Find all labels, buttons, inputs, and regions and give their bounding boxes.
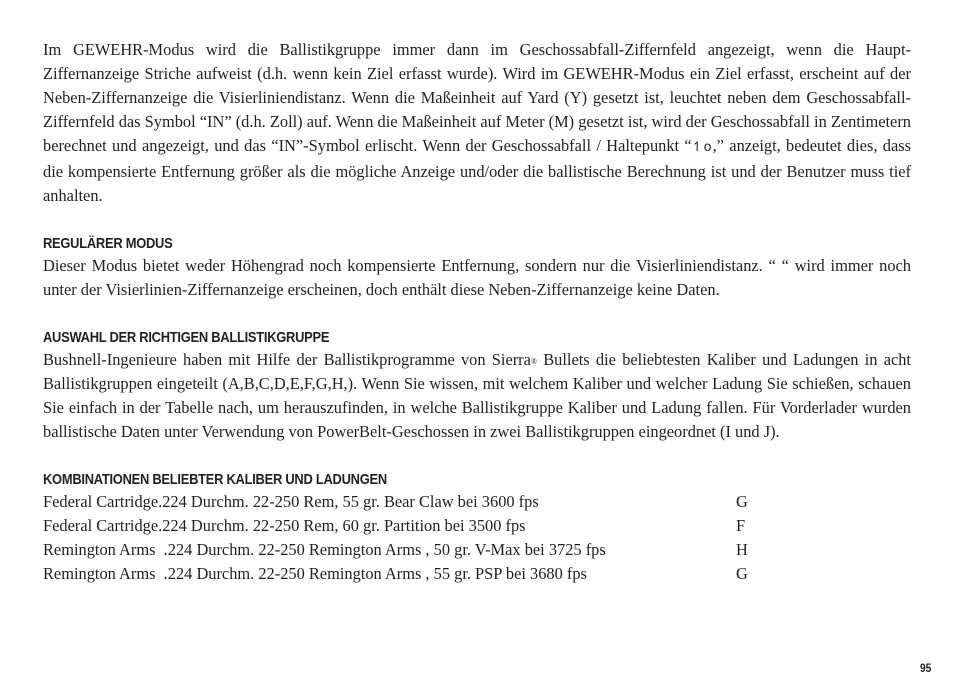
registered-mark: ®	[530, 357, 537, 366]
row-ballistic-group: G	[736, 564, 748, 583]
row-description: Remington Arms .224 Durchm. 22-250 Remington Arms , 50 gr. V-Max bei 3725 fps	[43, 540, 606, 559]
selection-text-part2: Bullets die beliebtesten Kaliber und Ladungen in acht Ballistikgruppen eingeteilt (A,B,C,D,E,F,G,H,). Wenn Sie wissen, mit welchem Kaliber und welcher Ladung Sie schießen, schauen Sie einfach in der Tabelle nach, um herauszufinden, in welche Ballistikgruppe Kaliber und Ladung fallen. Für Vorderlader wurden ballistische Daten unter Verwendung von PowerBelt-Geschossen in zwei Ballistikgruppen eingeordnet (I und J).	[43, 350, 911, 441]
combinations-heading: KOMBINATIONEN BELIEBTER KALIBER UND LADUNGEN	[43, 471, 387, 488]
selection-text-part1: Bushnell-Ingenieure haben mit Hilfe der Ballistikprogramme von Sierra	[43, 350, 531, 369]
intro-text-part2: ,” anzeigt, bedeutet dies, dass die kompensierte Entfernung größer als die mögliche Anzeige und/oder die ballistische Berechnung ist und der Benutzer muss tief anhalten.	[43, 136, 911, 205]
row-description: Federal Cartridge.224 Durchm. 22-250 Rem, 55 gr. Bear Claw bei 3600 fps	[43, 492, 539, 511]
table-row	[43, 538, 911, 562]
intro-text-part1: Im GEWEHR-Modus wird die Ballistikgruppe immer dann im Geschossabfall-Ziffernfeld angezeigt, wenn die Haupt-Ziffernanzeige Striche aufweist (d.h. wenn kein Ziel erfasst wurde). Wird im GEWEHR-Modus ein Ziel erfasst, erscheint auf der Neben-Ziffernanzeige die Visierliniendistanz. Wenn die Maßeinheit auf Yard (Y) gesetzt ist, leuchtet neben dem Geschossabfall-Ziffernfeld das Symbol “IN” (d.h. Zoll) auf. Wenn die Maßeinheit auf Meter (M) gesetzt ist, wird der Geschossabfall in Zentimetern berechnet und angezeigt, und das “IN”-Symbol erlischt. Wenn der Geschossabfall / Haltepunkt “	[43, 40, 911, 155]
manual-page	[43, 38, 911, 586]
regular-mode-heading: REGULÄRER MODUS	[43, 235, 173, 252]
row-description: Remington Arms .224 Durchm. 22-250 Remington Arms , 55 gr. PSP bei 3680 fps	[43, 564, 587, 583]
row-description: Federal Cartridge.224 Durchm. 22-250 Rem, 60 gr. Partition bei 3500 fps	[43, 516, 526, 535]
holdover-symbol-icon: ↿o	[691, 140, 713, 155]
table-row	[43, 562, 911, 586]
page-number: 95	[920, 661, 932, 675]
table-row	[43, 514, 911, 538]
selection-heading: AUSWAHL DER RICHTIGEN BALLISTIKGRUPPE	[43, 329, 330, 346]
combinations-table	[43, 490, 911, 586]
row-ballistic-group: F	[736, 516, 746, 535]
table-row	[43, 490, 911, 514]
selection-paragraph	[43, 348, 911, 444]
intro-paragraph	[43, 38, 911, 208]
regular-mode-paragraph: Dieser Modus bietet weder Höhengrad noch kompensierte Entfernung, sondern nur die Visierliniendistanz. “ “ wird immer noch unter der Visierlinien-Ziffernanzeige erscheinen, doch enthält diese Neben-Ziffernanzeige keine Daten.	[43, 256, 911, 299]
row-ballistic-group: H	[736, 540, 748, 559]
row-ballistic-group: G	[736, 492, 748, 511]
